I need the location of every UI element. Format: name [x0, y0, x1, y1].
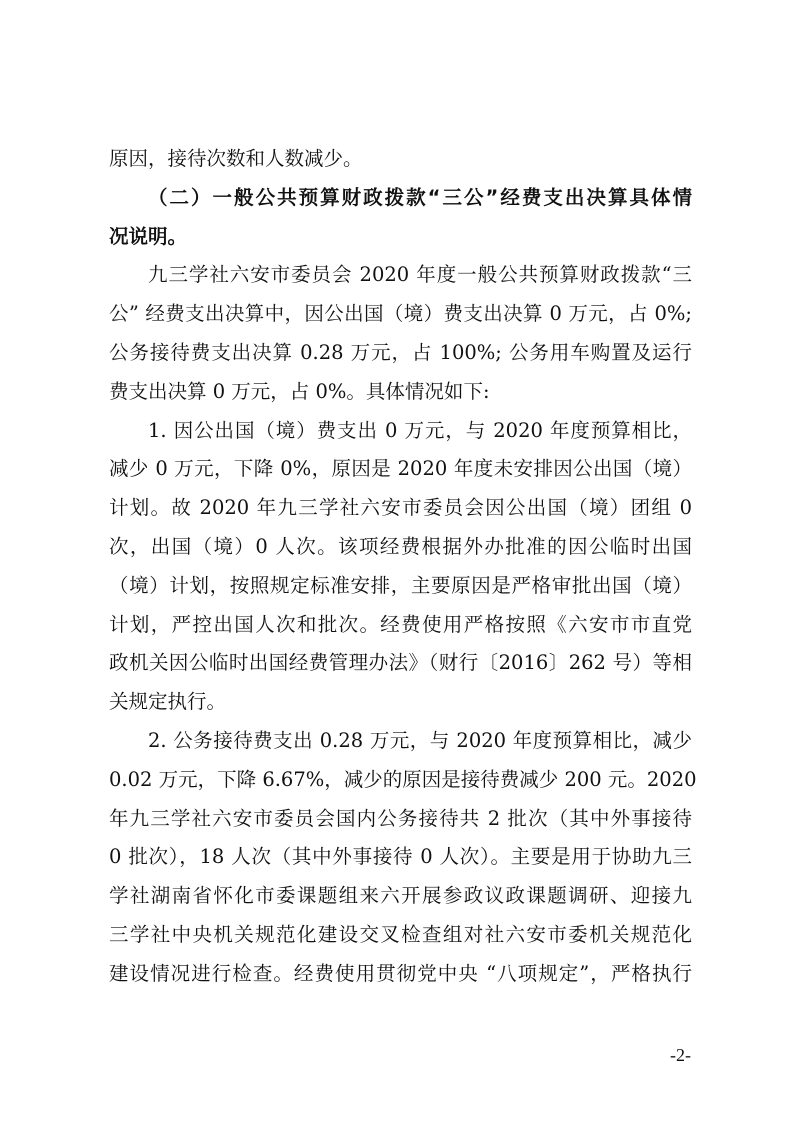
body-text-line: 0 批次），18 人次（其中外事接待 0 人次）。主要是用于协助九三: [109, 845, 692, 869]
body-text-line: 建设情况进行检查。经费使用贯彻党中央 “八项规定”，严格执行: [109, 961, 692, 985]
body-text-line: 三学社中央机关规范化建设交叉检查组对社六安市委机关规范化: [109, 922, 692, 946]
section-heading-line: 况说明。: [109, 224, 188, 248]
body-text-line: 2. 公务接待费支出 0.28 万元，与 2020 年度预算相比，减少: [148, 728, 692, 752]
body-text-line: 0.02 万元，下降 6.67%，减少的原因是接待费减少 200 元。2020: [109, 767, 697, 791]
section-heading-line: （二）一般公共预算财政拨款“三公”经费支出决算具体情: [148, 185, 692, 209]
body-text-line: 原因，接待次数和人数减少。: [109, 147, 363, 170]
body-text-line: 费支出决算 0 万元，占 0%。具体情况如下:: [109, 379, 490, 403]
body-text-line: 减少 0 万元，下降 0%，原因是 2020 年度未安排因公出国（境）: [109, 457, 692, 481]
body-text-line: 次，出国（境）0 人次。该项经费根据外办批准的因公临时出国: [109, 534, 692, 558]
page-number: -2-: [670, 1045, 691, 1065]
body-text-line: 公” 经费支出决算中，因公出国（境）费支出决算 0 万元，占 0%;: [109, 302, 692, 326]
body-text-line: 关规定执行。: [109, 690, 227, 714]
body-text-line: 年九三学社六安市委员会国内公务接待共 2 批次（其中外事接待: [109, 806, 692, 830]
body-text-line: （境）计划，按照规定标准安排，主要原因是严格审批出国（境）: [109, 573, 692, 597]
body-text-line: 计划，严控出国人次和批次。经费使用严格按照《六安市市直党: [109, 612, 692, 636]
document-body: [109, 140, 697, 994]
body-text-line: 公务接待费支出决算 0.28 万元，占 100%; 公务用车购置及运行: [109, 340, 692, 364]
body-text-line: 学社湖南省怀化市委课题组来六开展参政议政课题调研、迎接九: [109, 884, 692, 908]
body-text-line: 九三学社六安市委员会 2020 年度一般公共预算财政拨款“三: [148, 263, 692, 287]
body-text-line: 政机关因公临时出国经费管理办法》（财行〔2016〕262 号）等相: [109, 651, 692, 675]
body-text-line: 计划。故 2020 年九三学社六安市委员会因公出国（境）团组 0: [109, 496, 692, 520]
body-text-line: 1. 因公出国（境）费支出 0 万元，与 2020 年度预算相比，: [148, 418, 692, 442]
